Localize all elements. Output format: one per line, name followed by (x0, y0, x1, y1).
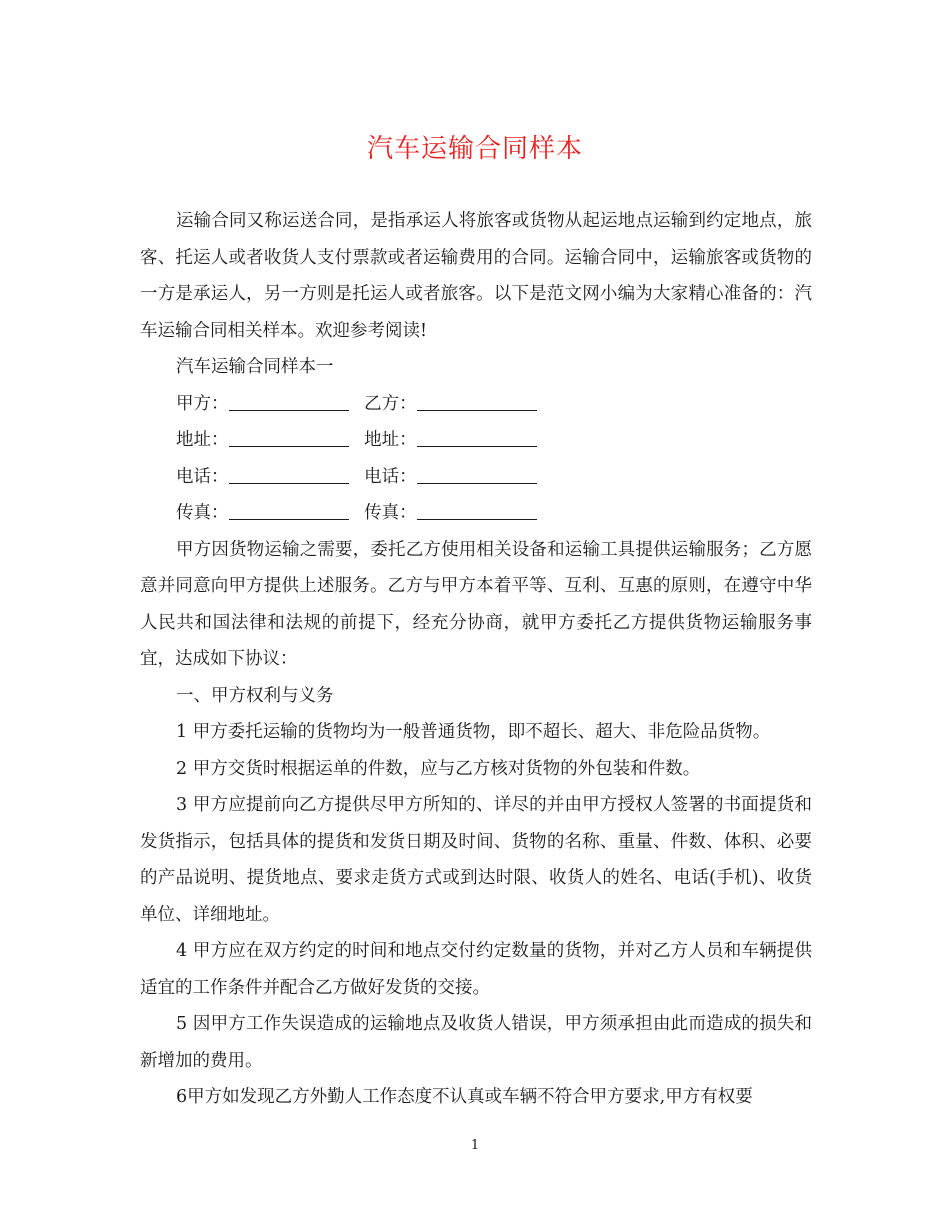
address-b-blank (417, 428, 537, 447)
party-b-blank (417, 392, 537, 411)
phone-b-label: 电话： (364, 466, 417, 487)
document-body (140, 203, 812, 1116)
clause-5: 5 因甲方工作失误造成的运输地点及收货人错误，甲方须承担由此而造成的损失和新增加的费用。 (140, 1014, 812, 1071)
fax-b-label: 传真： (364, 503, 417, 523)
party-row-phone (140, 459, 812, 496)
party-row-address (140, 422, 812, 459)
fax-a-blank (229, 501, 349, 520)
address-a-label: 地址： (176, 430, 229, 450)
fax-a-label: 传真： (176, 503, 229, 523)
clause-4: 4 甲方应在双方约定的时间和地点交付约定数量的货物，并对乙方人员和车辆提供适宜的工作条件并配合乙方做好发货的交接。 (140, 941, 812, 998)
party-b-label: 乙方： (364, 393, 417, 414)
sample-heading: 汽车运输合同样本一 (176, 357, 334, 377)
preamble-paragraph: 甲方因货物运输之需要，委托乙方使用相关设备和运输工具提供运输服务；乙方愿意并同意向甲方提供上述服务。乙方与甲方本着平等、互利、互惠的原则，在遵守中华人民共和国法律和法规的前提下，经充分协商，就甲方委托乙方提供货物运输服务事宜，达成如下协议： (140, 539, 812, 669)
fax-b-blank (417, 501, 537, 520)
party-a-label: 甲方： (176, 393, 229, 414)
page-number: 1 (470, 1138, 480, 1153)
clause-2: 2 甲方交货时根据运单的件数，应与乙方核对货物的外包装和件数。 (176, 758, 701, 779)
party-a-blank (229, 392, 349, 411)
document-title: 汽车运输合同样本 (366, 134, 583, 164)
clause-1: 1 甲方委托运输的货物均为一般普通货物，即不超长、超大、非危险品货物。 (176, 722, 771, 742)
party-row-fax (140, 495, 812, 532)
phone-b-blank (417, 465, 537, 484)
address-a-blank (229, 428, 349, 447)
clause-6: 6甲方如发现乙方外勤人工作态度不认真或车辆不符合甲方要求,甲方有权要 (176, 1087, 753, 1107)
clause-3: 3 甲方应提前向乙方提供尽甲方所知的、详尽的并由甲方授权人签署的书面提货和发货指示，包括具体的提货和发货日期及时间、货物的名称、重量、件数、体积、必要的产品说明、提货地点、要求走货方式或到达时限、收货人的姓名、电话(手机)、收货单位、详细地址。 (140, 795, 812, 925)
party-row-name (140, 386, 812, 423)
phone-a-label: 电话： (176, 466, 229, 487)
address-b-label: 地址： (364, 430, 417, 450)
section-heading: 一、甲方权利与义务 (176, 685, 334, 706)
phone-a-blank (229, 465, 349, 484)
intro-paragraph: 运输合同又称运送合同，是指承运人将旅客或货物从起运地点运输到约定地点，旅客、托运人或者收货人支付票款或者运输费用的合同。运输合同中，运输旅客或货物的一方是承运人，另一方则是托运人或者旅客。以下是范文网小编为大家精心准备的：汽车运输合同相关样本。欢迎参考阅读! (140, 211, 812, 341)
